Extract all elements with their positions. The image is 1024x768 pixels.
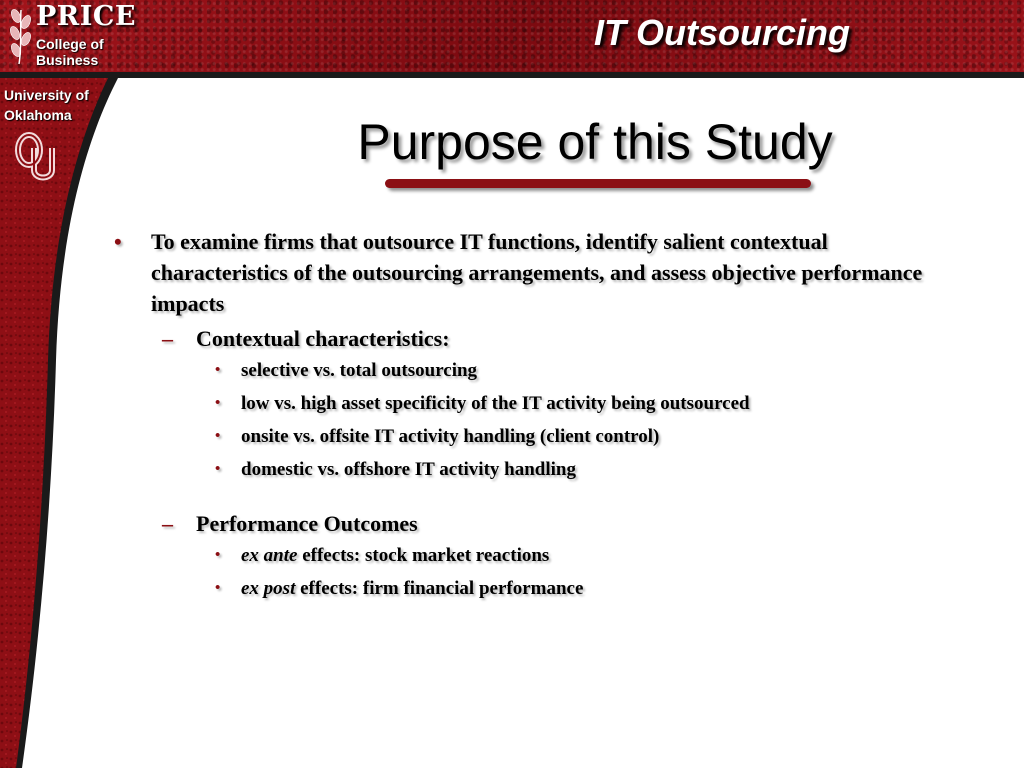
- slide-title: Purpose of this Study: [357, 114, 833, 170]
- bullet-dot-icon: •: [114, 229, 122, 254]
- list-item: [110, 354, 970, 387]
- title-underline: [385, 179, 811, 188]
- dash-icon: –: [162, 511, 173, 536]
- list-item-emphasis: ex ante: [241, 545, 298, 566]
- logo-college-line1: College of: [36, 36, 104, 52]
- list-item: [110, 453, 970, 486]
- bullet-level1: [110, 226, 970, 319]
- list-item: [110, 539, 970, 572]
- list-item-emphasis: ex post: [241, 578, 296, 599]
- header-title: IT Outsourcing: [594, 12, 850, 53]
- list-item-text: domestic vs. offshore IT activity handling: [241, 459, 576, 480]
- list-item-text: onsite vs. offsite IT activity handling (client control): [241, 426, 660, 447]
- bullet-dot-icon: •: [215, 428, 221, 444]
- sub-bullet-contextual: [110, 324, 970, 354]
- list-item: [110, 420, 970, 453]
- sub-bullet-performance: [110, 509, 970, 539]
- list-item-text: effects: stock market reactions: [297, 545, 550, 566]
- bullet-text: To examine firms that outsource IT functions, identify salient contextual characteristics of the outsourcing arrangements, and assess objective performance impacts: [151, 229, 923, 316]
- logo-college-line2: Business: [36, 52, 99, 68]
- leaf-logo-icon: [6, 6, 36, 66]
- logo-price-text: PRICE: [36, 1, 136, 32]
- university-line2: Oklahoma: [4, 107, 72, 123]
- ou-monogram-icon: [12, 130, 58, 184]
- bullet-dot-icon: •: [215, 395, 221, 411]
- spacer: [110, 486, 970, 504]
- university-line1: University of: [4, 87, 89, 103]
- slide-content: [110, 226, 970, 605]
- sub-bullet-text: Contextual characteristics:: [196, 326, 450, 351]
- list-item-text: selective vs. total outsourcing: [241, 360, 478, 381]
- bullet-dot-icon: •: [215, 547, 221, 563]
- list-item: [110, 387, 970, 420]
- bullet-dot-icon: •: [215, 362, 221, 378]
- price-college-logo: [0, 0, 150, 72]
- dash-icon: –: [162, 326, 173, 351]
- list-item-text: effects: firm financial performance: [295, 578, 584, 599]
- sub-bullet-text: Performance Outcomes: [196, 511, 418, 536]
- list-item: [110, 572, 970, 605]
- list-item-text: low vs. high asset specificity of the IT activity being outsourced: [241, 393, 750, 414]
- bullet-dot-icon: •: [215, 461, 221, 477]
- bullet-dot-icon: •: [215, 580, 221, 596]
